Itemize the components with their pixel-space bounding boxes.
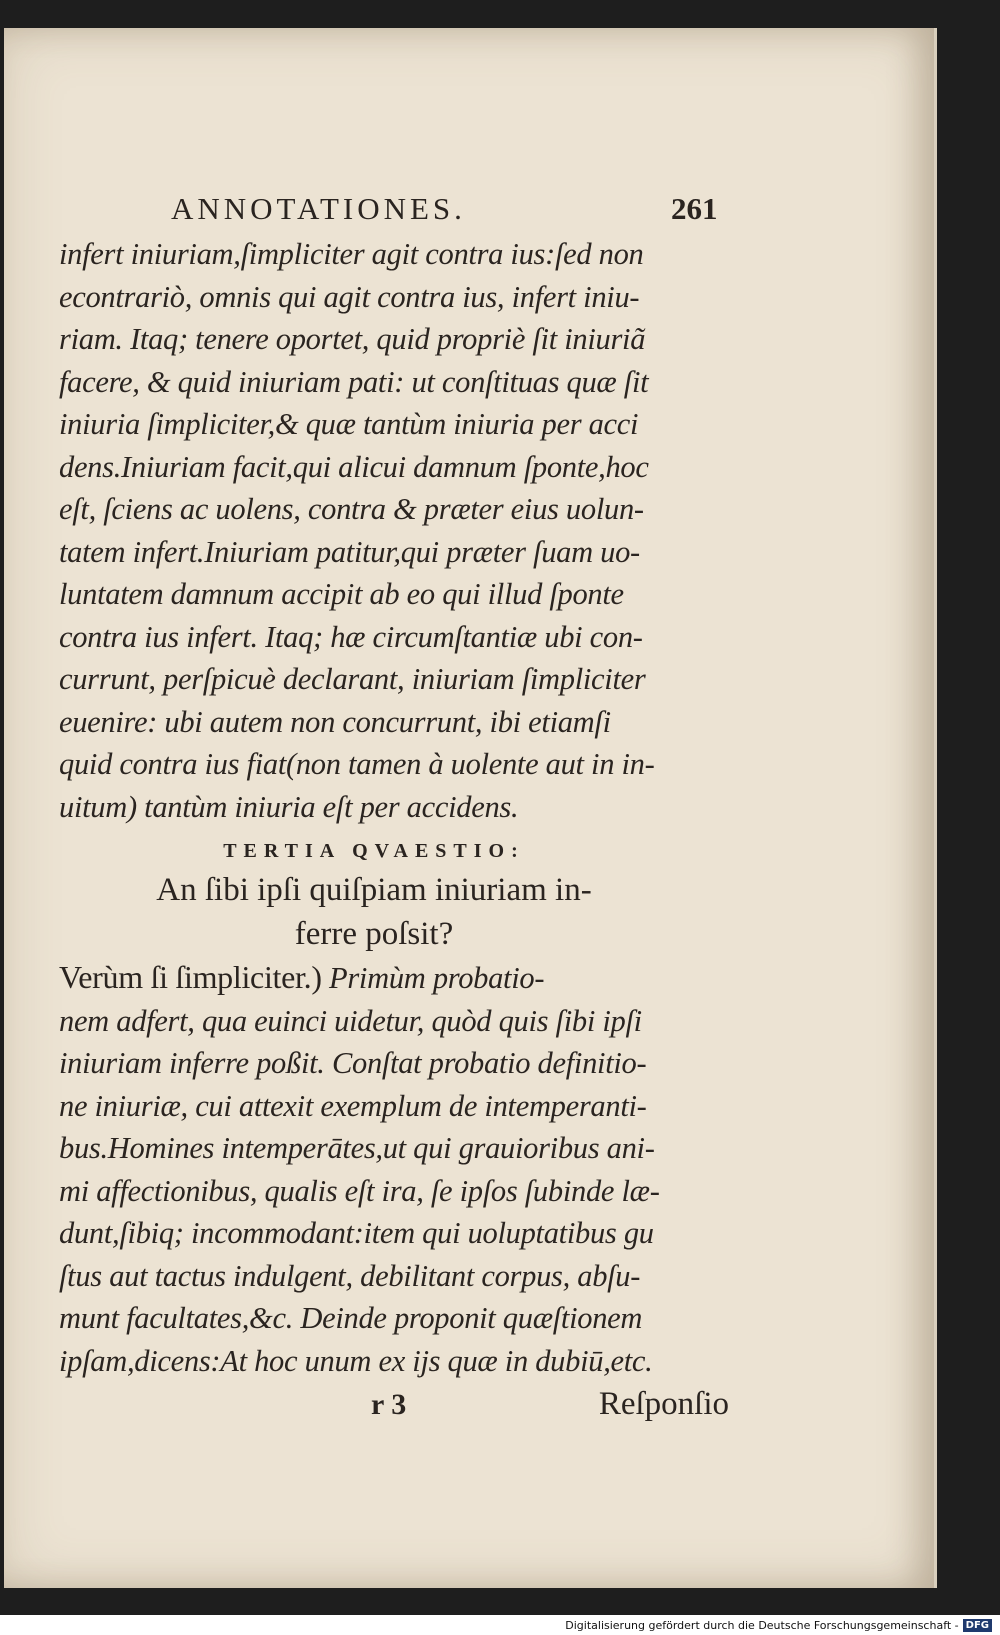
text-line: iniuria ſimpliciter,& quæ tantùm iniuria per acci [59,407,639,441]
text-line: bus.Homines intemperātes,ut qui grauioribus ani- [59,1131,655,1165]
text-line: riam. Itaq; tenere oportet, quid propriè ſit iniuriã [59,322,646,356]
text-line: infert iniuriam,ſimpliciter agit contra ius:ſed non [59,237,644,271]
text-line: uitum) tantùm iniuria eſt per accidens. [59,789,519,824]
text-line: contra ius infert. Itaq; hæ circumſtantiæ ubi con- [59,619,643,654]
question-heading-line-2: ferre poſsit? [294,916,454,952]
dfg-logo: DFG [963,1619,992,1632]
text-line: luntatem damnum accipit ab eo qui illud ſponte [59,577,624,611]
lemma-line [59,956,729,1000]
text-line: ipſam,dicens:At hoc unum ex ijs quæ in dubiū,etc. [59,1343,653,1378]
section-label: TERTIA QVAESTIO: [223,840,525,862]
book-page [4,28,937,1588]
question-heading-line-1: An ſibi ipſi quiſpiam iniuriam in- [156,872,592,908]
credit-text: Digitalisierung gefördert durch die Deutsche Forschungsgemeinschaft - [565,1618,959,1632]
text-line: eſt, ſciens ac uolens, contra & præter eius uolun- [59,492,644,526]
text-line: euenire: ubi autem non concurrunt, ibi etiamſi [59,704,611,739]
catchword: Reſponſio [598,1386,729,1422]
text-line: iniuriam inferre poßit. Conſtat probatio definitio- [59,1046,647,1080]
text-line: dens.Iniuriam facit,qui alicui damnum ſponte,hoc [59,449,649,484]
text-line: quid contra ius fiat(non tamen à uolente aut in in- [59,747,655,781]
folio-number: 261 [671,191,718,226]
running-head-title: ANNOTATIONES. [171,191,466,226]
text-line: munt facultates,&c. Deinde proponit quæſtionem [59,1301,643,1335]
text-block [59,191,729,1432]
lemma-continuation: Primùm probatio- [321,961,545,995]
credit-bar [0,1615,1000,1635]
running-head [59,191,729,233]
text-line: currunt, perſpicuè declarant, iniuriam ſimpliciter [59,662,646,696]
signature-mark: r 3 [371,1388,407,1421]
text-line: tatem infert.Iniuriam patitur,qui præter ſuam uo- [59,534,640,569]
text-line: nem adfert, qua euinci uidetur, quòd quis ſibi ipſi [59,1003,642,1038]
paragraph-bottom [59,1000,729,1383]
text-line: mi affectionibus, qualis eſt ira, ſe ipſos ſubinde læ- [59,1173,660,1208]
text-line: ne iniuriæ, cui attexit exemplum de intemperanti- [59,1088,647,1123]
page-foot [59,1386,729,1432]
text-line: ſtus aut tactus indulgent, debilitant corpus, abſu- [59,1258,641,1293]
lemma: Verùm ſi ſimpliciter.) [59,959,322,995]
text-line: econtrariò, omnis qui agit contra ius, infert iniu- [59,279,640,314]
text-line: dunt,ſibiq; incommodant:item qui uoluptatibus gu [59,1216,654,1250]
paragraph-top [59,233,729,828]
text-line: facere, & quid iniuriam pati: ut conſtituas quæ ſit [59,364,649,399]
